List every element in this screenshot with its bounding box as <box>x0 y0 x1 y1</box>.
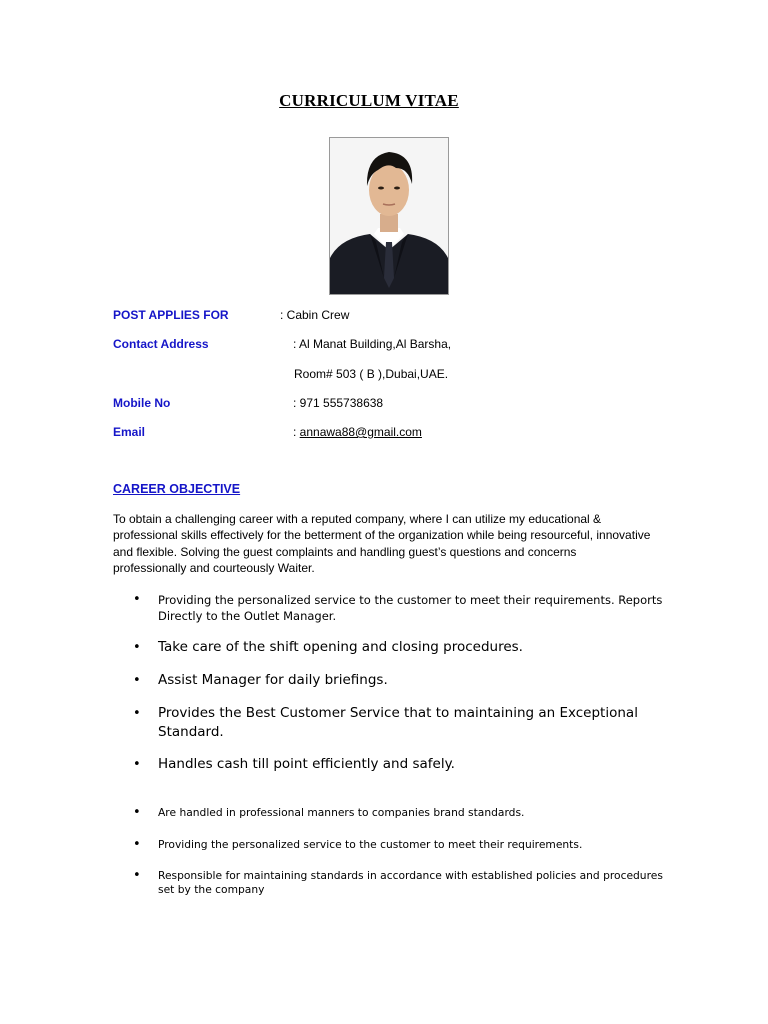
email-prefix: : <box>293 425 300 439</box>
profile-photo <box>329 137 449 295</box>
email-value <box>293 424 422 440</box>
post-applies-label: POST APPLIES FOR <box>113 308 229 322</box>
document-title: CURRICULUM VITAE <box>279 91 459 110</box>
bullet-icon: • <box>133 640 141 655</box>
career-objective-text: To obtain a challenging career with a reputed company, where I can utilize my educational & professional skills effectively for the betterment of the organization while being resourceful, innovative and flexible. Solving the guest complaints and handling guest’s questions and concerns professionally and courteously Waiter. <box>113 512 651 575</box>
bullet-icon: • <box>133 805 141 820</box>
list-item: • Responsible for maintaining standards in accordance with established policies and procedures set by the company <box>133 868 663 896</box>
contact-address-value: : Al Manat Building,Al Barsha, <box>293 337 452 351</box>
bullet-icon: • <box>133 868 141 883</box>
career-objective-heading: CAREER OBJECTIVE <box>113 482 241 496</box>
mobile-label: Mobile No <box>113 396 171 410</box>
list-item: • Provides the Best Customer Service that to maintaining an Exceptional Standard. <box>133 705 638 740</box>
list-item: • Providing the personalized service to the customer to meet their requirements. Reports Directly to the Outlet Manager. <box>133 592 663 623</box>
contact-address-label: Contact Address <box>113 337 209 351</box>
list-item: • Assist Manager for daily briefings. <box>133 672 388 688</box>
bullet-icon: • <box>133 837 141 852</box>
email-link[interactable]: annawa88@gmail.com <box>299 425 422 439</box>
bullet-icon: • <box>133 757 141 772</box>
contact-address-line-2: Room# 503 ( B ),Dubai,UAE. <box>294 367 449 381</box>
email-label: Email <box>113 425 146 439</box>
bullet-icon: • <box>133 592 141 607</box>
bullet-icon: • <box>133 673 141 688</box>
list-item: • Take care of the shift opening and closing procedures. <box>133 639 523 655</box>
list-item: • Handles cash till point efficiently and safely. <box>133 756 455 772</box>
post-applies-value: : Cabin Crew <box>280 308 350 322</box>
bullet-icon: • <box>133 706 141 721</box>
list-item: • Are handled in professional manners to companies brand standards. <box>133 805 525 820</box>
mobile-value: : 971 555738638 <box>293 396 384 410</box>
list-item: • Providing the personalized service to the customer to meet their requirements. <box>133 837 583 852</box>
